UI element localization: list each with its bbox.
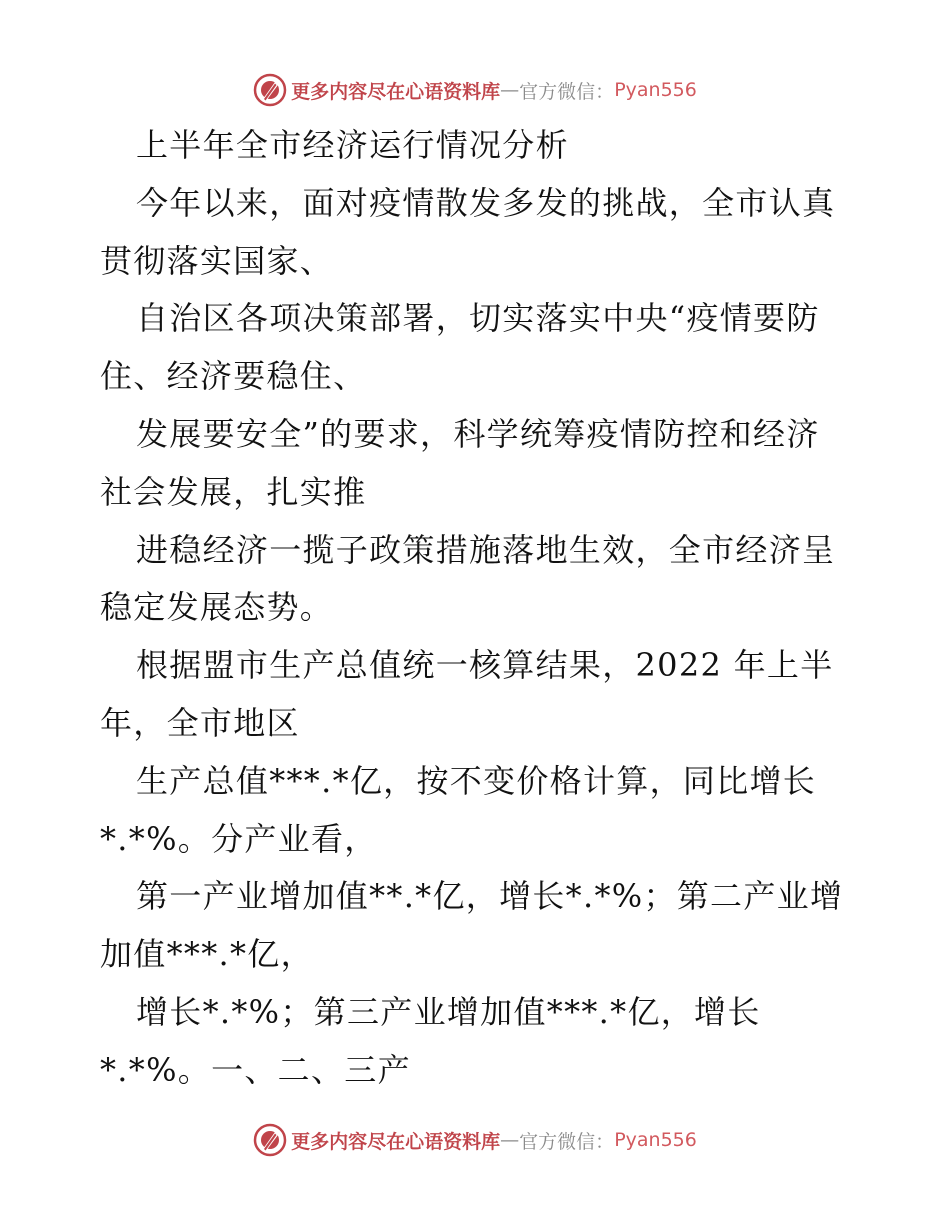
text-line: 稳定发展态势。	[100, 588, 334, 627]
text-line: 进稳经济一揽子政策措施落地生效，全市经济呈	[136, 530, 836, 569]
text-line: 社会发展，扎实推	[100, 472, 367, 511]
watermark-handle: Pyan556	[614, 79, 697, 101]
pen-logo-icon	[253, 1123, 287, 1157]
text-line: 年，全市地区	[100, 703, 300, 742]
text-line: 增长*.*%；第三产业增加值***.*亿，增长	[136, 992, 761, 1031]
text-line: 根据盟市生产总值统一核算结果，2022 年上半	[136, 646, 834, 685]
text-line: 贯彻落实国家、	[100, 241, 334, 280]
text-line: 生产总值***.*亿，按不变价格计算，同比增长	[136, 761, 817, 800]
watermark-brand: 更多内容尽在心语资料库	[291, 1130, 501, 1153]
watermark-separator: —	[500, 1129, 520, 1151]
watermark-separator: —	[500, 79, 520, 101]
watermark-label: 官方微信：	[519, 1130, 615, 1153]
text-line: 住、经济要稳住、	[100, 357, 367, 396]
text-line: *.*%。分产业看，	[100, 819, 378, 858]
watermark-handle: Pyan556	[614, 1129, 697, 1151]
document-title: 上半年全市经济运行情况分析	[136, 126, 569, 164]
text-line: 今年以来，面对疫情散发多发的挑战，全市认真	[136, 183, 836, 222]
text-line: *.*%。一、二、三产	[100, 1050, 411, 1089]
watermark-label: 官方微信：	[519, 80, 615, 103]
text-line: 加值***.*亿，	[100, 935, 314, 974]
text-line: 自治区各项决策部署，切实落实中央“疫情要防	[136, 299, 820, 338]
pen-logo-icon	[253, 73, 287, 107]
footer-watermark	[0, 1120, 950, 1160]
watermark-brand: 更多内容尽在心语资料库	[291, 80, 501, 103]
header-watermark	[0, 70, 950, 110]
text-line: 第一产业增加值**.*亿，增长*.*%；第二产业增	[136, 877, 844, 916]
document-body	[100, 117, 860, 1100]
text-line: 发展要安全”的要求，科学统筹疫情防控和经济	[136, 414, 820, 453]
